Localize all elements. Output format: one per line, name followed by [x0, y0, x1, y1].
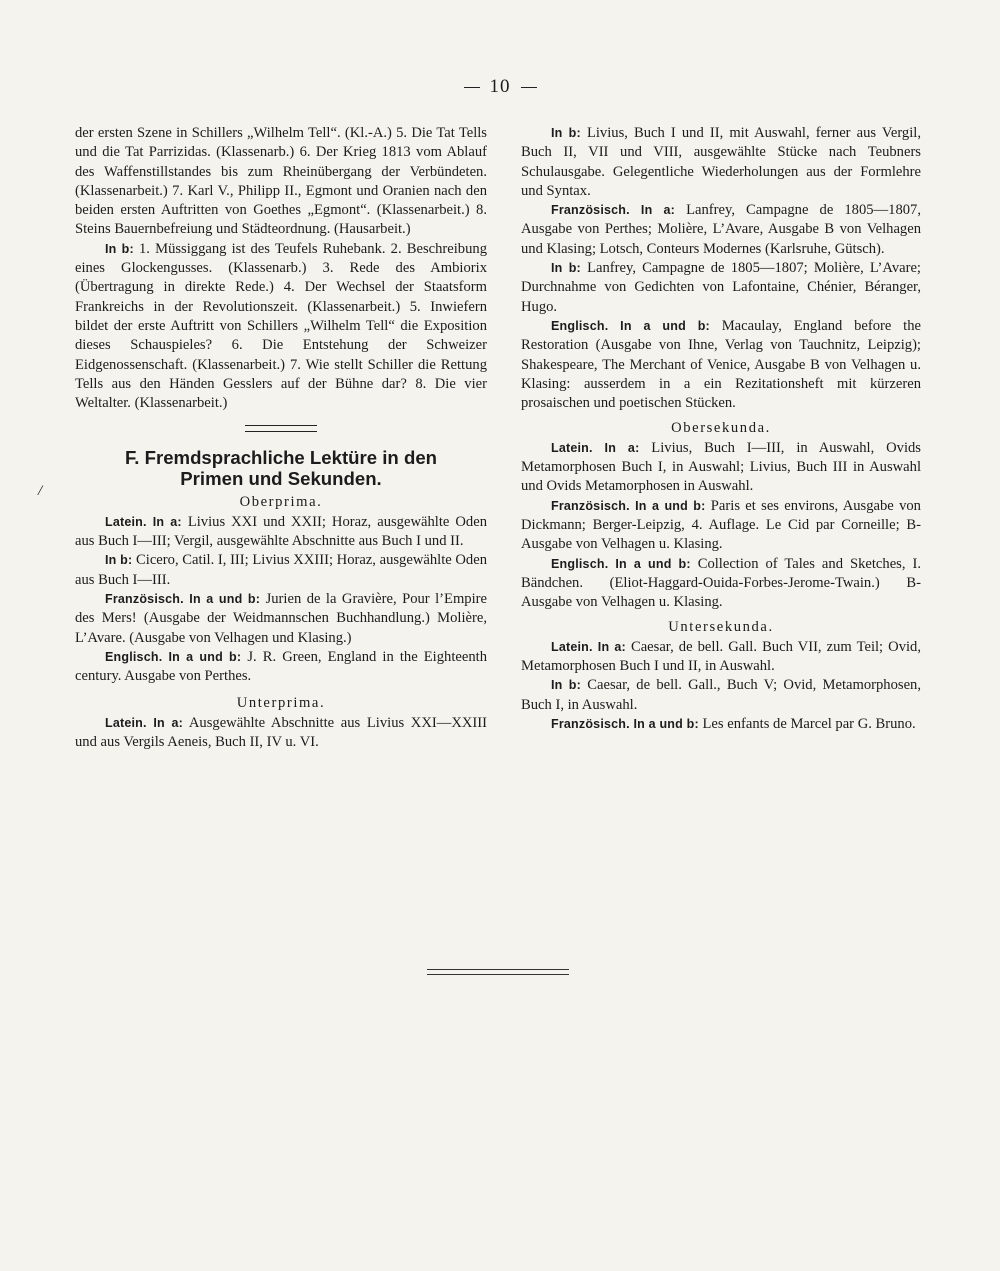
- untersekunda-latein: [521, 638, 921, 677]
- obersekunda-engl-text: Collection of Tales and Sketches, I. Bändchen. (Eliot-Haggard-Ouida-Forbes-Jerome-Twain.) B-Ausgabe von Velhagen u. Klasing.: [521, 555, 921, 611]
- engl-label: Englisch.: [105, 649, 163, 664]
- franz-label: Französisch.: [551, 716, 630, 731]
- in-a-label: In a:: [597, 639, 626, 654]
- oberprima-engl-text: J. R. Green, England in the Eighteenth century. Ausgabe von Perthes.: [75, 648, 487, 685]
- unterprima-latein-b: [521, 124, 921, 201]
- oberprima-franz: [75, 590, 487, 648]
- unterprima-franz-b: [521, 259, 921, 317]
- oberprima-latein-b-text: Cicero, Catil. I, III; Livius XXIII; Horaz, ausgewählte Oden aus Buch I—III.: [75, 552, 487, 588]
- essay-topics-b: [75, 240, 487, 414]
- untersekunda-latein-a-text: Caesar, de bell. Gall. Buch VII, zum Teil; Ovid, Metamorphosen Buch I und II, in Auswahl.: [521, 638, 922, 675]
- margin-mark: /: [38, 483, 43, 499]
- unterprima-franz-a: [521, 201, 921, 259]
- in-a-label: In a:: [640, 203, 676, 218]
- in-a-label: In a:: [604, 440, 640, 455]
- page-number: [0, 76, 1000, 98]
- end-rule: [427, 969, 569, 975]
- left-column: [75, 124, 487, 752]
- section-title-line1: F. Fremdsprachliche Lektüre in den: [124, 447, 438, 469]
- unterprima-engl-text: Macaulay, England before the Restoration (Ausgabe von Ihne, Verlag von Tauchnitz, Leipzig); Shakespeare, The Merchant of Venice, Ausgabe B von Velhagen u. Klasing: ausserdem in a ein Rezitationsheft mit kürzeren prosaischen und poetischen Stücken.: [521, 317, 921, 412]
- page-number-text: 10: [489, 76, 511, 97]
- in-b-label: In b:: [105, 553, 133, 568]
- untersekunda-franz-text: Les enfants de Marcel par G. Bruno.: [698, 715, 916, 732]
- unterprima-latein: [75, 714, 487, 753]
- essay-topics-a: der ersten Szene in Schillers „Wilhelm Tell“. (Kl.-A.) 5. Die Tat Tells und die Tat Parrizidas. (Klassenarb.) 6. Der Krieg 1813 vom Ablauf des Waffenstillstandes bis zum Rheinübergang der Verbündeten. (Klassenarbeit.) 7. Karl V., Philipp II., Egmont und Oranien nach den beiden ersten Auftritten von Goethes „Egmont“. (Klassenarbeit.) 8. Steins Bauernbefreiung und Städteordnung. (Hausarbeit.): [75, 125, 487, 238]
- unterprima-franz-b-text: Lanfrey, Campagne de 1805—1807; Molière, L’Avare; Durchnahme von Gedichten von Lafontaine, Chénier, Béranger, Hugo.: [521, 260, 921, 315]
- obersekunda-engl: [521, 555, 921, 613]
- oberprima-engl: [75, 648, 487, 687]
- oberprima-latein-a: Livius XXI und XXII; Horaz, ausgewählte Oden aus Buch I—III; Vergil, ausgewählte Abschnitte aus Buch I und II.: [75, 513, 487, 550]
- untersekunda-latein-b-text: Caesar, de bell. Gall., Buch V; Ovid, Metamorphosen, Buch I, in Auswahl.: [521, 677, 921, 713]
- latein-label: Latein.: [105, 514, 147, 529]
- latein-label: Latein.: [551, 639, 593, 654]
- obersekunda-franz: [521, 497, 921, 555]
- in-a-und-b-label: In a und b:: [635, 498, 706, 513]
- unterprima-franz-a-text: Lanfrey, Campagne de 1805—1807, Ausgabe von Perthes; Molière, L’Avare, Ausgabe B von Velhagen und Klasing; Lotsch, Conteurs Modernes (Karlsruhe, Gütsch).: [521, 202, 921, 257]
- oberprima-franz-text: Jurien de la Gravière, Pour l’Empire des Mers! (Ausgabe der Weidmannschen Buchhandlung.) Molière, L’Avare. (Ausgabe von Velhagen und Klasing.): [75, 590, 487, 646]
- latein-label: Latein.: [551, 440, 593, 455]
- engl-label: Englisch.: [551, 318, 609, 333]
- in-a-und-b-label: In a und b:: [168, 649, 242, 664]
- in-b-text: 1. Müssiggang ist des Teufels Ruhebank. 2. Beschreibung eines Glockengusses. (Klassenarb.) 3. Rede des Ambiorix (Übertragung in direkte Rede.) 4. Der Wechsel der Staatsform Frankreichs in der Revolutionszeit. (Klassenarbeit.) 5. Inwiefern bildet der erste Auftritt von Schillers „Wilhelm Tell“ die Exposition dieses Schauspieles? 6. Die Entstehung der Schweizer Eidgenossenschaft. (Klassenarbeit.) 7. Wie stellt Schiller die Rettung Tells aus den Händen Gesslers auf der Bühne dar? 8. Die vier Weltalter. (Klassenarbeit.): [75, 240, 487, 412]
- obersekunda-heading: Obersekunda.: [671, 420, 771, 437]
- untersekunda-franz: [521, 715, 921, 734]
- in-a-und-b-label: In a und b:: [633, 716, 699, 731]
- dash-left: [464, 87, 480, 88]
- section-title: [75, 447, 487, 489]
- untersekunda-latein-b: [521, 676, 921, 715]
- in-a-und-b-label: In a und b:: [189, 591, 261, 606]
- unterprima-latein-b-text: Livius, Buch I und II, mit Auswahl, ferner aus Vergil, Buch II, VII und VIII, ausgewählte Stücke nach Teubners Schulausgabe. Gelegentliche Wiederholungen aus der Formlehre und Syntax.: [521, 125, 921, 199]
- engl-label: Englisch.: [551, 556, 609, 571]
- in-b-label: In b:: [551, 261, 581, 276]
- in-a-und-b-label: In a und b:: [620, 318, 710, 333]
- franz-label: Französisch.: [551, 203, 630, 218]
- obersekunda-franz-text: Paris et ses environs, Ausgabe von Dickmann; Berger-Leipzig, 4. Auflage. Le Cid par Corneille; B-Ausgabe von Velhagen u. Klasing.: [521, 497, 921, 553]
- franz-label: Französisch.: [551, 498, 630, 513]
- dash-right: [521, 87, 537, 88]
- latein-label: Latein.: [105, 715, 147, 730]
- unterprima-engl: [521, 317, 921, 413]
- section-divider: [245, 425, 317, 432]
- oberprima-latein-b: [75, 551, 487, 590]
- in-b-label: In b:: [551, 678, 581, 693]
- obersekunda-latein: [521, 439, 921, 497]
- in-b-label: In b:: [105, 241, 134, 256]
- in-a-label: In a:: [152, 514, 182, 529]
- right-column: [521, 124, 921, 734]
- in-a-label: In a:: [153, 715, 184, 730]
- section-title-line2: Primen und Sekunden.: [180, 468, 382, 490]
- obersekunda-latein-text: Livius, Buch I—III, in Auswahl, Ovids Metamorphosen Buch I, in Auswahl; Livius, Buch III in Auswahl und Ovids Metamorphosen in Auswahl.: [521, 439, 921, 495]
- untersekunda-heading: Untersekunda.: [668, 619, 774, 636]
- unterprima-heading: Unterprima.: [236, 695, 326, 712]
- franz-label: Französisch.: [105, 591, 184, 606]
- in-a-und-b-label: In a und b:: [615, 556, 691, 571]
- in-b-label: In b:: [551, 126, 581, 140]
- oberprima-heading: Oberprima.: [239, 494, 323, 511]
- oberprima-latein: [75, 513, 487, 552]
- unterprima-latein-text: Ausgewählte Abschnitte aus Livius XXI—XXIII und aus Vergils Aeneis, Buch II, IV u. VI.: [75, 714, 488, 751]
